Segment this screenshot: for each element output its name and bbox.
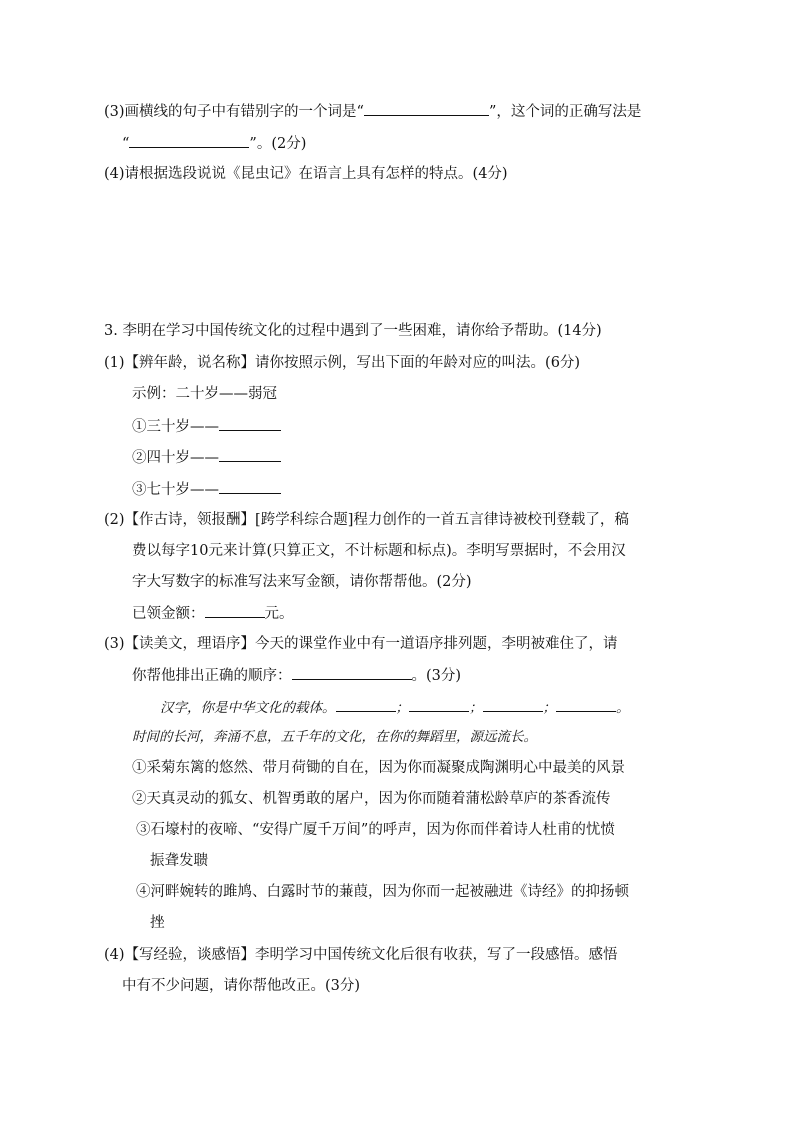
option-4-line1: ④河畔婉转的雎鸠、白露时节的蒹葭，因为你而一起被融进《诗经》的抑扬顿 [136,884,629,900]
passage-end-mark: 。 [616,700,630,716]
q3-part4-line1: (4)【写经验，谈感悟】李明学习中国传统文化后很有收获，写了一段感悟。感悟 [104,947,618,963]
sep-2: ； [469,700,483,716]
passage-blank-4[interactable] [556,697,616,712]
q3-part1-item2 [132,447,281,468]
option-2: ②天真灵动的狐女、机智勇敢的屠户，因为你而随着蒲松龄草庐的茶香流传 [132,791,611,807]
q3-heading: 3. 李明在学习中国传统文化的过程中遇到了一些困难，请你给予帮助。(14分) [104,323,602,339]
amount-unit: 元。 [264,606,294,622]
q3-part2-line2: 费以每字10元来计算(只算正文，不计标题和标点)。李明写票据时，不会用汉 [132,543,626,559]
option-3-line2: 振聋发聩 [150,853,208,869]
q2-item3-line1 [104,101,641,122]
passage-line1 [160,697,630,718]
passage-blank-3[interactable] [483,697,543,712]
q3-part1-item1 [132,416,281,437]
passage-blank-1[interactable] [336,697,396,712]
q3-part3-line1: (3)【读美文，理语序】今天的课堂作业中有一道语序排列题，李明被难住了，请 [104,636,618,652]
item1-answer-blank[interactable] [219,416,281,431]
sep-3: ； [542,700,556,716]
item2-label: ②四十岁—— [132,450,219,466]
q3-part2-line1: (2)【作古诗，领报酬】[跨学科综合题]程力创作的一首五言律诗被校刊登载了，稿 [104,512,629,528]
correct-word-blank[interactable] [129,133,249,148]
item3-label: ③七十岁—— [132,482,219,498]
passage-blank-2[interactable] [409,697,469,712]
q3-part1-item3 [132,479,281,500]
option-1: ①采菊东篱的悠然、带月荷锄的自在，因为你而凝聚成陶渊明心中最美的风景 [132,760,625,776]
q3-part3-line2 [132,665,461,686]
passage-line2: 时间的长河，奔涌不息，五千年的文化，在你的舞蹈里，源远流长。 [132,729,537,745]
item1-label: ①三十岁—— [132,419,219,435]
passage-start: 汉字，你是中华文化的载体。 [160,700,336,716]
q3-part4-line2: 中有不少问题，请你帮他改正。(3分) [122,978,361,994]
q2-item3-text-a: (3)画横线的句子中有错别字的一个词是“ [104,104,364,120]
q3-part1-example: 示例：二十岁——弱冠 [132,386,277,402]
option-3-line1: ③石壕村的夜啼、“安得广厦千万间”的呼声，因为你而伴着诗人杜甫的忧愤 [136,822,615,838]
order-prompt: 你帮他排出正确的顺序： [132,668,292,684]
q2-item3-text-b: ”，这个词的正确写法是 [488,104,642,120]
q2-item4: (4)请根据选段说说《昆虫记》在语言上具有怎样的特点。(4分) [104,166,508,182]
order-answer-blank[interactable] [292,665,412,680]
q2-item3-line2 [122,133,306,154]
order-points: 。(3分) [411,668,462,684]
q3-part1-title: (1)【辨年龄，说名称】请你按照示例，写出下面的年龄对应的叫法。(6分) [104,355,581,371]
q3-part2-line3: 字大写数字的标准写法来写金额，请你帮帮他。(2分) [132,574,472,590]
item2-answer-blank[interactable] [219,447,281,462]
sep-1: ； [395,700,409,716]
wrong-word-blank[interactable] [364,101,489,116]
q3-part2-amount [132,603,294,624]
q2-item3-end: ”。(2分) [249,136,307,152]
amount-blank[interactable] [205,603,265,618]
option-4-line2: 挫 [150,915,165,931]
item3-answer-blank[interactable] [219,479,281,494]
amount-label: 已领金额： [132,606,205,622]
q2-item3-open-quote: “ [122,136,130,152]
